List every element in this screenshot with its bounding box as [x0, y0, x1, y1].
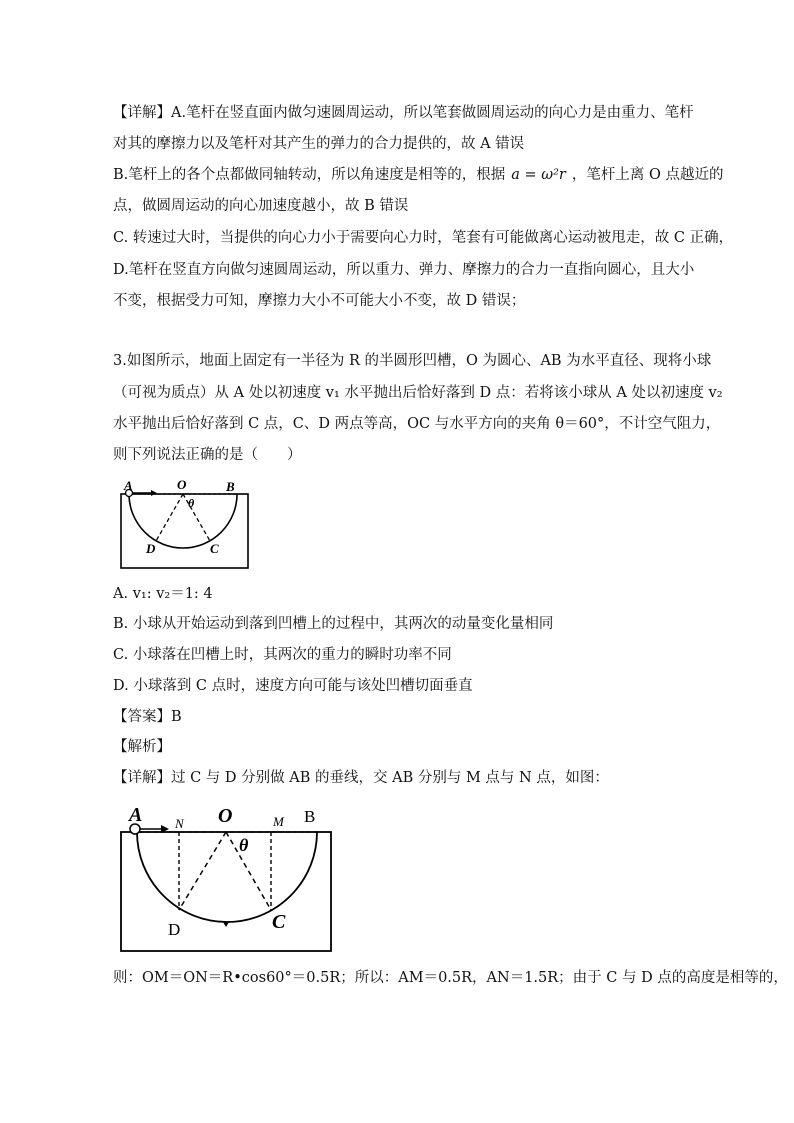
- detail-line-7: 不变，根据受力可知，摩擦力大小不可能大小不变，故 D 错误；: [113, 293, 526, 309]
- figure-2: [115, 798, 340, 958]
- question-line-3: 水平抛出后恰好落到 C 点，C、D 两点等高，OC 与水平方向的夹角 θ＝60°，不计空气阻力，: [113, 416, 721, 432]
- label-d: D: [146, 541, 156, 556]
- option-a: A. v₁: v₂＝1: 4: [113, 586, 213, 602]
- question-line-4: 则下列说法正确的是（ ）: [113, 447, 302, 463]
- label-b: B: [304, 807, 316, 826]
- formula: a = ω²r: [511, 167, 566, 183]
- detail-line-6: D.笔杆在竖直方向做匀速圆周运动，所以重力、弹力、摩擦力的合力一直指向圆心，且大小: [113, 262, 695, 278]
- option-d: D. 小球落到 C 点时，速度方向可能与该处凹槽切面垂直: [113, 678, 473, 694]
- detail-line-5: C. 转速过大时，当提供的向心力小于需要向心力时，笔套有可能做离心运动被甩走，故 C 正确，: [113, 230, 734, 246]
- label-m: M: [273, 814, 284, 829]
- bottom-mark-icon: [223, 922, 229, 927]
- detail-line-2: 对其的摩擦力以及笔杆对其产生的弹力的合力提供的，故 A 错误: [113, 136, 525, 152]
- line-oc: [226, 832, 271, 910]
- container-rect: [121, 832, 331, 951]
- line-od: [156, 494, 183, 541]
- label-theta: θ: [188, 496, 195, 510]
- label-d: D: [168, 920, 181, 939]
- container-rect: [121, 494, 248, 568]
- label-a: A: [124, 478, 133, 493]
- semicircle-groove: [129, 494, 237, 548]
- analysis-heading: 【解析】: [113, 739, 171, 755]
- detail-line-3a: B.笔杆上的各个点都做同轴转动，所以角速度是相等的，根据: [113, 167, 506, 183]
- label-o: O: [177, 477, 187, 492]
- final-line: 则：OM＝ON＝R•cos60°＝0.5R；所以：AM＝0.5R，AN＝1.5R；由于 C 与 D 点的高度是相等的，: [113, 970, 788, 986]
- detail-2-line: 【详解】过 C 与 D 分别做 AB 的垂线，交 AB 分别与 M 点与 N 点，如图：: [113, 770, 609, 786]
- detail-line-3b: ，笔杆上离 O 点越近的: [571, 167, 724, 183]
- detail-line-4: 点，做圆周运动的向心加速度越小，故 B 错误: [113, 198, 409, 214]
- figure-1: [113, 473, 253, 573]
- answer-line: 【答案】B: [113, 709, 182, 725]
- semicircle-groove: [137, 832, 317, 922]
- arrow-head-icon: [151, 490, 157, 496]
- detail-line-3: [113, 165, 723, 185]
- label-theta: θ: [239, 835, 249, 855]
- line-od: [179, 832, 226, 910]
- question-line-2: （可视为质点）从 A 处以初速度 v₁ 水平抛出后恰好落到 D 点：若将该小球从 A 处以初速度 v₂: [113, 385, 723, 401]
- option-c: C. 小球落在凹槽上时，其两次的重力的瞬时功率不同: [113, 647, 452, 663]
- label-n: N: [175, 816, 184, 831]
- label-c: C: [272, 911, 286, 933]
- label-b: B: [226, 479, 235, 494]
- label-o: O: [218, 805, 233, 827]
- label-a: A: [129, 804, 143, 826]
- detail-line-1: 【详解】A.笔杆在竖直面内做匀速圆周运动，所以笔套做圆周运动的向心力是由重力、笔杆: [113, 105, 694, 121]
- question-line-1: 3.如图所示，地面上固定有一半径为 R 的半圆形凹槽，O 为圆心、AB 为水平直径、现将小球: [113, 353, 712, 369]
- option-b: B. 小球从开始运动到落到凹槽上的过程中，其两次的动量变化量相同: [113, 616, 554, 632]
- label-c: C: [210, 541, 219, 556]
